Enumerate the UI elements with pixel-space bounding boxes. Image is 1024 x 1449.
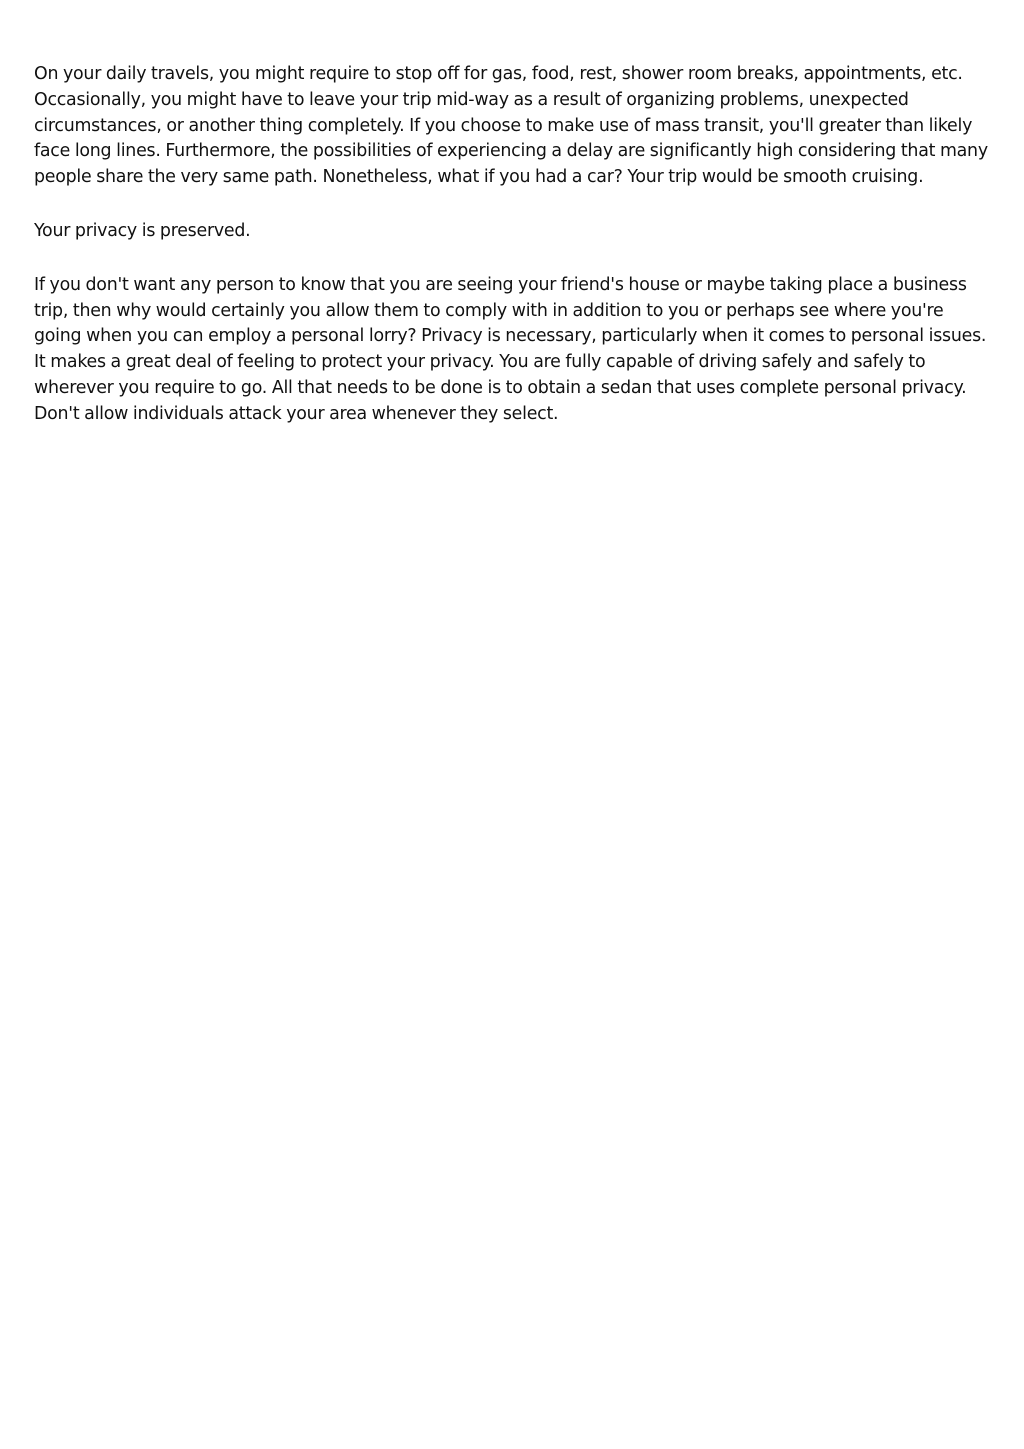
paragraph-daily-travels: On your daily travels, you might require to stop off for gas, food, rest, shower room breaks, appointments, etc. Occasionally, you might have to leave your trip mid-way as a result of organizing problems, unexpected circumstances, or another thing completely. If you choose to make use of mass transit, you'll greater than likely face long lines. Furthermore, the possibilities of experiencing a delay are significantly high considering that many people share the very same path. Nonetheless, what if you had a car? Your trip would be smooth cruising. [34, 64, 988, 188]
paragraph-privacy-heading: Your privacy is preserved. [34, 220, 251, 241]
paragraph-privacy-details: If you don't want any person to know that you are seeing your friend's house or maybe taking place a business trip, then why would certainly you allow them to comply with in addition to you or perhaps see where you're going when you can employ a personal lorry? Privacy is necessary, particularly when it comes to personal issues. It makes a great deal of feeling to protect your privacy. You are fully capable of driving safely and safely to wherever you require to go. All that needs to be done is to obtain a sedan that uses complete personal privacy. Don't allow individuals attack your area whenever they select. [34, 274, 987, 424]
document-body [34, 62, 994, 456]
